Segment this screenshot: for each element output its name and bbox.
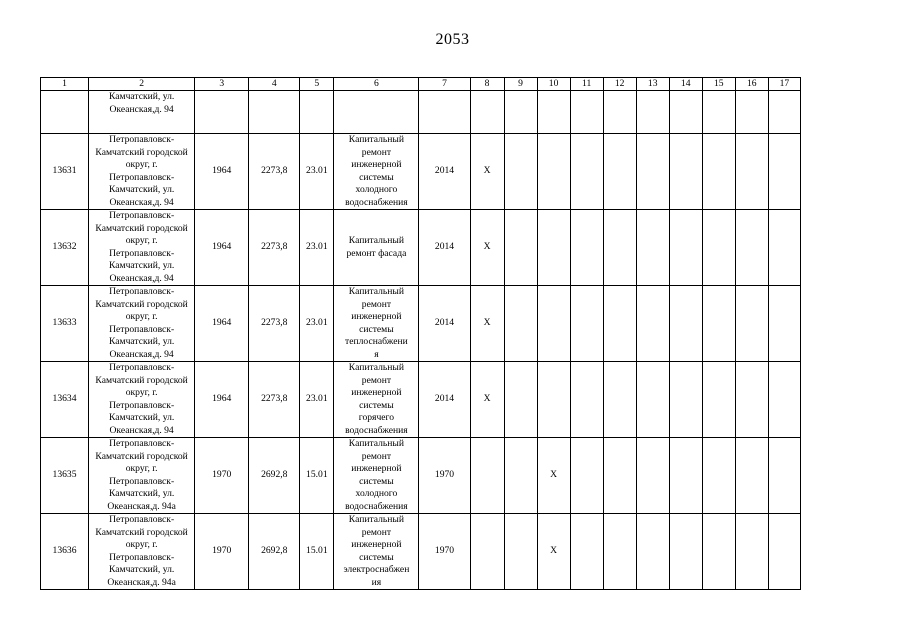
cell-work-line: системы [359, 171, 394, 183]
cell-work-line: инженерной [351, 463, 402, 474]
cell-empty [768, 286, 800, 362]
table-row [41, 362, 801, 438]
cell-col8-mark: X [470, 134, 504, 210]
cell-address-line: округ, г. [125, 159, 158, 170]
column-header-17: 17 [768, 78, 800, 91]
cell-work-line: Капитальный [348, 235, 404, 246]
cell-address-line: Камчатский городской [95, 146, 188, 158]
cell-work-line: горячего [358, 412, 395, 423]
cell-area: 2273,8 [249, 134, 300, 210]
cell-empty [504, 286, 537, 362]
cell-address-line: округ, г. [125, 463, 158, 474]
cell-empty [504, 91, 537, 134]
cell-work [334, 362, 419, 438]
cell-empty [603, 514, 636, 590]
cell-work-line: инженерной [351, 539, 402, 550]
cell-empty [470, 91, 504, 134]
cell-empty [570, 134, 603, 210]
column-header-14: 14 [669, 78, 702, 91]
cell-empty [249, 91, 300, 134]
cell-work-line: ремонт [361, 450, 392, 462]
cell-code: 23.01 [300, 134, 334, 210]
cell-work-line: Капитальный [348, 362, 404, 373]
cell-area: 2692,8 [249, 438, 300, 514]
cell-address-line: Петропавловск- [109, 475, 175, 487]
cell-year-built: 1964 [195, 210, 249, 286]
cell-work-line: системы [359, 399, 394, 411]
cell-empty [537, 91, 570, 134]
cell-address [89, 286, 195, 362]
cell-work-line: электроснабжен [343, 564, 410, 575]
cell-year-built: 1964 [195, 134, 249, 210]
cell-empty [570, 210, 603, 286]
cell-area: 2273,8 [249, 362, 300, 438]
cell-address-line: Океанская,д. 94а [107, 576, 176, 588]
register-table [40, 77, 801, 590]
cell-empty [636, 286, 669, 362]
cell-address-line: Камчатский, ул. [108, 564, 175, 575]
cell-empty [768, 210, 800, 286]
cell-address-line: Петропавловск- [109, 438, 175, 449]
cell-work-line: Капитальный [348, 286, 404, 297]
cell-work-line: водоснабжения [345, 424, 408, 436]
column-header-11: 11 [570, 78, 603, 91]
cell-col10-mark: X [537, 438, 570, 514]
column-header-16: 16 [735, 78, 768, 91]
cell-empty [669, 514, 702, 590]
cell-year-work: 1970 [419, 438, 470, 514]
table-row [41, 286, 801, 362]
cell-address [89, 210, 195, 286]
cell-address-line: Камчатский городской [95, 450, 188, 462]
cell-empty [735, 362, 768, 438]
cell-address-line: округ, г. [125, 311, 158, 322]
cell-empty [195, 91, 249, 134]
cell-empty [636, 514, 669, 590]
cell-code: 15.01 [300, 438, 334, 514]
cell-address-line: Петропавловск- [109, 210, 175, 221]
cell-empty [669, 210, 702, 286]
cell-address-line: Петропавловск- [109, 323, 175, 335]
cell-empty [735, 286, 768, 362]
cell-work-line: ремонт [361, 298, 392, 310]
cell-empty [669, 438, 702, 514]
column-header-1: 1 [41, 78, 89, 91]
cell-empty [603, 91, 636, 134]
cell-work [334, 514, 419, 590]
cell-empty [768, 438, 800, 514]
cell-empty [669, 91, 702, 134]
cell-empty [702, 362, 735, 438]
cell-id: 13633 [41, 286, 89, 362]
cell-address-line: Океанская,д. 94 [109, 196, 174, 208]
cell-empty [669, 362, 702, 438]
cell-address-line: Океанская,д. 94 [109, 348, 174, 360]
cell-work-line: холодного [355, 184, 398, 195]
cell-empty [603, 134, 636, 210]
column-header-10: 10 [537, 78, 570, 91]
cell-id: 13632 [41, 210, 89, 286]
cell-address-line: Камчатский, ул. [108, 412, 175, 423]
cell-col10-mark [537, 286, 570, 362]
cell-empty [702, 210, 735, 286]
cell-empty [636, 91, 669, 134]
table-row [41, 514, 801, 590]
cell-empty [702, 438, 735, 514]
cell-empty [504, 438, 537, 514]
cell-empty [570, 438, 603, 514]
cell-id: 13631 [41, 134, 89, 210]
cell-work-line: ия [371, 576, 382, 588]
cell-work [334, 134, 419, 210]
cell-work-line: водоснабжения [345, 196, 408, 208]
cell-address-line: Океанская,д. 94 [109, 424, 174, 436]
cell-empty [504, 134, 537, 210]
cell-code: 15.01 [300, 514, 334, 590]
cell-address [89, 134, 195, 210]
cell-empty [735, 134, 768, 210]
cell-address-line: Петропавловск- [109, 247, 175, 259]
cell-work-line: инженерной [351, 159, 402, 170]
cell-year-work: 2014 [419, 362, 470, 438]
cell-id [41, 91, 89, 134]
cell-work-line: инженерной [351, 387, 402, 398]
cell-empty [570, 286, 603, 362]
cell-address-line: Петропавловск- [109, 171, 175, 183]
cell-empty [702, 91, 735, 134]
column-header-15: 15 [702, 78, 735, 91]
cell-empty [669, 134, 702, 210]
cell-code: 23.01 [300, 210, 334, 286]
cell-id: 13634 [41, 362, 89, 438]
cell-area: 2273,8 [249, 286, 300, 362]
table-row [41, 134, 801, 210]
cell-empty [768, 514, 800, 590]
address-line: Океанская,д. 94 [109, 103, 174, 115]
cell-address-line: округ, г. [125, 387, 158, 398]
cell-empty [702, 134, 735, 210]
cell-work-line: системы [359, 551, 394, 563]
cell-work-line: системы [359, 475, 394, 487]
cell-empty [735, 210, 768, 286]
cell-work-line: Капитальный [348, 134, 404, 145]
cell-year-built: 1964 [195, 362, 249, 438]
cell-year-work: 2014 [419, 210, 470, 286]
cell-address [89, 91, 195, 134]
cell-work-line: холодного [355, 488, 398, 499]
cell-address-line: округ, г. [125, 235, 158, 246]
cell-work-line: ремонт фасада [346, 247, 407, 259]
cell-empty [735, 514, 768, 590]
cell-empty [669, 286, 702, 362]
cell-year-work: 2014 [419, 286, 470, 362]
cell-col8-mark [470, 514, 504, 590]
column-header-13: 13 [636, 78, 669, 91]
cell-year-built: 1970 [195, 438, 249, 514]
cell-work-line: Капитальный [348, 514, 404, 525]
cell-work-line: Капитальный [348, 438, 404, 449]
cell-address-line: Петропавловск- [109, 286, 175, 297]
column-header-9: 9 [504, 78, 537, 91]
cell-work-line: ремонт [361, 146, 392, 158]
cell-col8-mark: X [470, 210, 504, 286]
cell-year-work: 1970 [419, 514, 470, 590]
cell-empty [504, 514, 537, 590]
column-header-7: 7 [419, 78, 470, 91]
cell-address-line: Петропавловск- [109, 362, 175, 373]
cell-empty [768, 134, 800, 210]
cell-col10-mark [537, 362, 570, 438]
cell-work-line: системы [359, 323, 394, 335]
cell-address-line: Камчатский, ул. [108, 184, 175, 195]
page-number: 2053 [435, 31, 470, 48]
cell-address-line: Камчатский, ул. [108, 336, 175, 347]
cell-work-line: теплоснабжени [345, 336, 408, 347]
cell-code: 23.01 [300, 362, 334, 438]
cell-col10-mark: X [537, 514, 570, 590]
cell-work-line: ремонт [361, 526, 392, 538]
cell-work [334, 286, 419, 362]
cell-empty [768, 91, 800, 134]
cell-work-line: я [374, 348, 379, 360]
cell-work [334, 438, 419, 514]
cell-empty [570, 91, 603, 134]
table-row [41, 438, 801, 514]
cell-work-line: ремонт [361, 374, 392, 386]
cell-area: 2692,8 [249, 514, 300, 590]
cell-empty [636, 362, 669, 438]
cell-address-line: округ, г. [125, 539, 158, 550]
cell-empty [603, 286, 636, 362]
cell-empty [603, 438, 636, 514]
cell-empty [603, 362, 636, 438]
cell-empty [702, 286, 735, 362]
cell-address-line: Океанская,д. 94а [107, 500, 176, 512]
cell-address-line: Океанская,д. 94 [109, 272, 174, 284]
column-header-4: 4 [249, 78, 300, 91]
header-row [41, 78, 801, 91]
cell-work [334, 210, 419, 286]
cell-address-line: Камчатский, ул. [108, 260, 175, 271]
cell-empty [768, 362, 800, 438]
cell-address [89, 362, 195, 438]
cell-empty [300, 91, 334, 134]
cell-col10-mark [537, 134, 570, 210]
column-header-2: 2 [89, 78, 195, 91]
cell-year-built: 1964 [195, 286, 249, 362]
cell-col8-mark: X [470, 362, 504, 438]
cell-address [89, 514, 195, 590]
cell-id: 13635 [41, 438, 89, 514]
column-header-8: 8 [470, 78, 504, 91]
cell-empty [636, 210, 669, 286]
cell-col8-mark: X [470, 286, 504, 362]
cell-empty [419, 91, 470, 134]
continuation-row [41, 91, 801, 134]
cell-address-line: Петропавловск- [109, 551, 175, 563]
cell-empty [570, 362, 603, 438]
column-header-12: 12 [603, 78, 636, 91]
column-header-5: 5 [300, 78, 334, 91]
table-row [41, 210, 801, 286]
cell-empty [570, 514, 603, 590]
cell-empty [603, 210, 636, 286]
cell-empty [735, 91, 768, 134]
cell-empty [334, 91, 419, 134]
cell-address-line: Камчатский городской [95, 374, 188, 386]
address-line: Камчатский, ул. [108, 91, 175, 102]
cell-address-line: Камчатский городской [95, 222, 188, 234]
cell-id: 13636 [41, 514, 89, 590]
cell-empty [504, 362, 537, 438]
cell-address-line: Петропавловск- [109, 134, 175, 145]
cell-empty [735, 438, 768, 514]
cell-address [89, 438, 195, 514]
cell-address-line: Камчатский городской [95, 526, 188, 538]
column-header-3: 3 [195, 78, 249, 91]
cell-empty [504, 210, 537, 286]
cell-empty [702, 514, 735, 590]
cell-empty [636, 438, 669, 514]
cell-year-built: 1970 [195, 514, 249, 590]
cell-address-line: Петропавловск- [109, 399, 175, 411]
cell-address-line: Камчатский, ул. [108, 488, 175, 499]
cell-year-work: 2014 [419, 134, 470, 210]
cell-address-line: Петропавловск- [109, 514, 175, 525]
cell-col10-mark [537, 210, 570, 286]
cell-area: 2273,8 [249, 210, 300, 286]
column-header-6: 6 [334, 78, 419, 91]
cell-work-line: водоснабжения [345, 500, 408, 512]
cell-code: 23.01 [300, 286, 334, 362]
cell-empty [636, 134, 669, 210]
cell-address-line: Камчатский городской [95, 298, 188, 310]
cell-col8-mark [470, 438, 504, 514]
cell-work-line: инженерной [351, 311, 402, 322]
